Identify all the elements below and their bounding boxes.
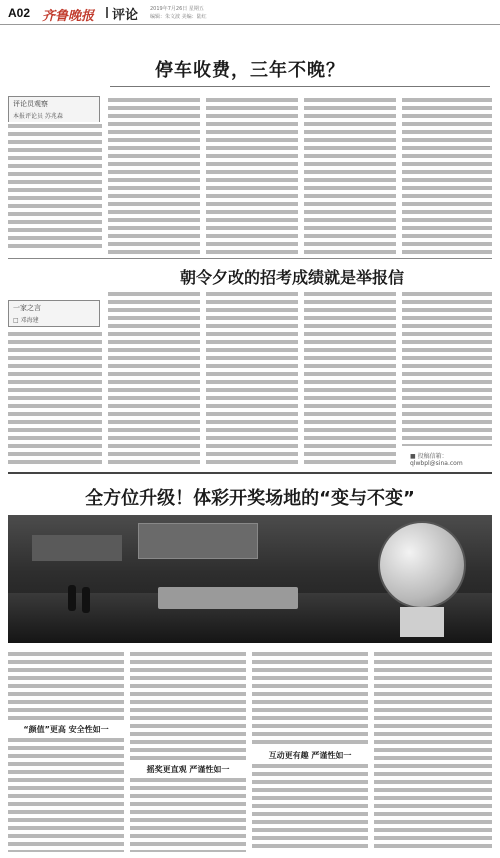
article-headline: 朝令夕改的招考成绩就是举报信	[179, 268, 404, 287]
newspaper-logo: 齐鲁晚报	[42, 9, 95, 24]
article-body-col-1	[8, 330, 102, 464]
article-subhead: 互动更有趣 严谨性如一	[268, 751, 352, 760]
lottery-studio-photo	[8, 515, 492, 643]
headline-rule	[110, 86, 490, 87]
column-label: 一家之言	[13, 304, 41, 312]
header-divider	[106, 7, 108, 18]
article-body-col-2	[130, 650, 246, 760]
article-subhead: “颜值”更高 安全性如一	[23, 725, 109, 734]
editor-credits: 编辑：朱文波 美编：陆红	[150, 14, 207, 20]
column-label: 评论员观察	[13, 100, 48, 108]
article-body-col-2	[130, 776, 246, 852]
page-header	[0, 0, 500, 27]
article-body-col-2	[108, 96, 200, 254]
person-figure	[82, 587, 90, 613]
article-body-col-3	[206, 290, 298, 464]
header-rule	[0, 24, 500, 25]
article-byline: □ 邓海建	[13, 317, 39, 324]
studio-desk	[158, 587, 298, 609]
article-body-col-3	[252, 650, 368, 746]
column-label-box	[8, 96, 100, 123]
article-subhead: 摇奖更直观 严谨性如一	[146, 765, 230, 774]
article-body-col-1	[8, 736, 124, 852]
article-headline: 全方位升级！体彩开奖场地的“变与不变”	[85, 488, 415, 509]
article-byline: 本报评论员 苏兆森	[13, 113, 63, 120]
article-body-col-5	[402, 290, 492, 446]
article-body-col-1	[8, 650, 124, 722]
studio-screen	[138, 523, 258, 559]
article-body-col-4	[374, 650, 492, 852]
studio-screen	[32, 535, 122, 561]
section-divider	[8, 472, 492, 474]
page-code: A02	[8, 6, 31, 20]
lottery-machine-stand	[400, 607, 444, 637]
article-body-col-4	[304, 96, 396, 254]
section-title: 评论	[112, 8, 139, 23]
article-body-col-4	[304, 290, 396, 464]
article-body-col-5	[402, 96, 492, 254]
article-body-col-1	[8, 122, 102, 252]
section-divider	[8, 258, 492, 259]
issue-date: 2019年7月26日 星期五	[150, 6, 204, 12]
article-body-col-3	[206, 96, 298, 254]
article-headline: 停车收费，三年不晚？	[155, 60, 345, 81]
person-figure	[68, 585, 76, 611]
article-body-col-2	[108, 290, 200, 464]
submission-email: ■ 投稿信箱：qlwbpl@sina.com	[410, 453, 463, 467]
article-body-col-3	[252, 762, 368, 852]
lottery-machine	[378, 521, 466, 609]
column-label-box	[8, 300, 100, 327]
